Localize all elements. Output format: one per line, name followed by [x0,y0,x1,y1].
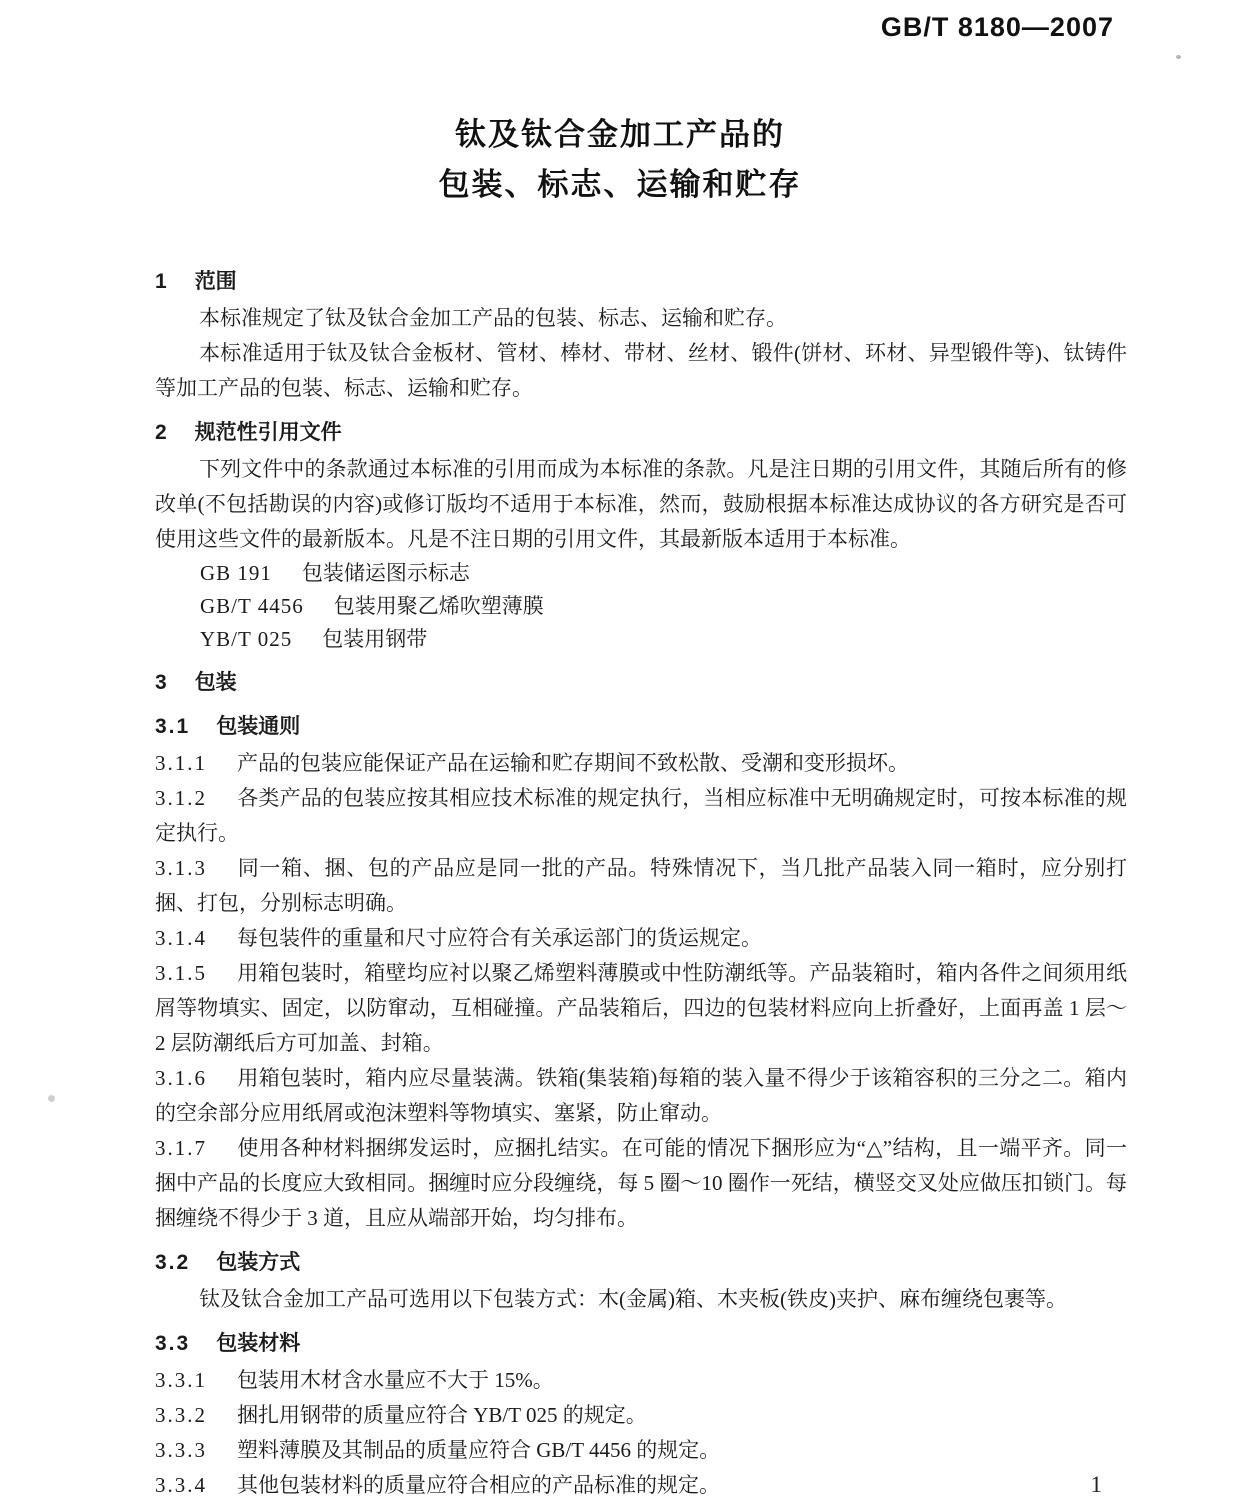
clause-number: 3.1.6 [155,1066,207,1090]
reference-item [155,623,1127,656]
section-2-title: 规范性引用文件 [194,421,342,444]
standard-code: GB/T 8180—2007 [880,12,1114,42]
scope-paragraph-1: 本标准规定了钛及钛合金加工产品的包装、标志、运输和贮存。 [199,306,787,330]
section-3-3-title: 包装材料 [216,1332,301,1355]
section-3-2-number: 3.2 [155,1251,191,1274]
scope-paragraph-2: 本标准适用于钛及钛合金板材、管材、棒材、带材、丝材、锻件(饼材、环材、异型锻件等)、钛铸件等加工产品的包装、标志、运输和贮存。 [155,341,1127,400]
clause-number: 3.1.5 [155,961,207,985]
clause-number: 3.1.2 [155,786,207,810]
clause-3-1-2 [155,781,1127,851]
clause-3-3-4 [155,1468,1127,1503]
section-3-3-heading [155,1326,1127,1361]
section-3-1-number: 3.1 [155,715,191,738]
clause-3-1-6 [155,1061,1127,1131]
section-2-number: 2 [155,421,169,444]
section-3-2-heading [155,1245,1127,1280]
section-3-number: 3 [155,671,169,694]
section-1-number: 1 [155,270,169,293]
clause-number: 3.3.2 [155,1403,207,1427]
section-3-1-heading [155,709,1127,744]
document-body [155,264,1127,1503]
page-number: 1 [1090,1472,1102,1497]
clause-number: 3.3.1 [155,1368,207,1392]
section-1-title: 范围 [194,270,237,293]
title-line-1: 钛及钛合金加工产品的 [455,117,785,152]
clause-text: 其他包装材料的质量应符合相应的产品标准的规定。 [237,1473,720,1497]
clause-text: 塑料薄膜及其制品的质量应符合 GB/T 4456 的规定。 [237,1438,721,1462]
reference-code: GB/T 4456 [200,594,304,618]
clause-3-1-4 [155,921,1127,956]
reference-title: 包装储运图示标志 [301,561,470,585]
section-3-heading [155,665,1127,700]
clause-text: 产品的包装应能保证产品在运输和贮存期间不致松散、受潮和变形损坏。 [237,751,909,775]
scan-speck [1176,55,1181,59]
clause-3-3-3 [155,1433,1127,1468]
reference-code: YB/T 025 [200,627,293,651]
clause-number: 3.1.3 [155,856,207,880]
clause-number: 3.3.4 [155,1473,207,1497]
title-line-2: 包装、标志、运输和贮存 [438,167,802,202]
clause-text: 用箱包装时，箱壁均应衬以聚乙烯塑料薄膜或中性防潮纸等。产品装箱时，箱内各件之间须用纸屑等物填实、固定，以防窜动，互相碰撞。产品装箱后，四边的包装材料应向上折叠好，上面再盖 1 层～2 层防潮纸后方可加盖、封箱。 [155,961,1127,1055]
section-2-heading [155,415,1127,450]
references-intro-paragraph: 下列文件中的条款通过本标准的引用而成为本标准的条款。凡是注日期的引用文件，其随后所有的修改单(不包括勘误的内容)或修订版均不适用于本标准，然而，鼓励根据本标准达成协议的各方研究是否可使用这些文件的最新版本。凡是不注日期的引用文件，其最新版本适用于本标准。 [155,457,1127,551]
clause-3-1-5 [155,956,1127,1061]
section-3-title: 包装 [194,671,237,694]
section-3-3-number: 3.3 [155,1332,191,1355]
section-3-2-title: 包装方式 [216,1251,301,1274]
clause-3-1-1 [155,746,1127,781]
reference-item [155,557,1127,590]
reference-code: GB 191 [200,561,272,585]
section-3-1-title: 包装通则 [216,715,301,738]
reference-title: 包装用聚乙烯吹塑薄膜 [333,594,544,618]
clause-number: 3.1.4 [155,926,207,950]
section-1-heading [155,264,1127,299]
clause-3-1-7 [155,1131,1127,1236]
clause-number: 3.3.3 [155,1438,207,1462]
clause-3-3-1 [155,1363,1127,1398]
scan-speck [48,1095,55,1102]
clause-text: 各类产品的包装应按其相应技术标准的规定执行，当相应标准中无明确规定时，可按本标准的规定执行。 [155,786,1127,845]
clause-text: 使用各种材料捆绑发运时，应捆扎结实。在可能的情况下捆形应为“△”结构，且一端平齐。同一捆中产品的长度应大致相同。捆缠时应分段缠绕，每 5 圈～10 圈作一死结，横竖交叉处应做压扣锁门。每捆缠绕不得少于 3 道，且应从端部开始，均匀排布。 [155,1136,1127,1230]
clause-3-1-3 [155,851,1127,921]
clause-text: 用箱包装时，箱内应尽量装满。铁箱(集装箱)每箱的装入量不得少于该箱容积的三分之二。箱内的空余部分应用纸屑或泡沫塑料等物填实、塞紧，防止窜动。 [155,1066,1127,1125]
clause-text: 捆扎用钢带的质量应符合 YB/T 025 的规定。 [237,1403,647,1427]
clause-text: 同一箱、捆、包的产品应是同一批的产品。特殊情况下，当几批产品装入同一箱时，应分别打捆、打包，分别标志明确。 [155,856,1127,915]
clause-number: 3.1.7 [155,1136,207,1160]
clause-number: 3.1.1 [155,751,207,775]
clause-text: 每包装件的重量和尺寸应符合有关承运部门的货运规定。 [237,926,762,950]
clause-text: 包装用木材含水量应不大于 15%。 [237,1368,554,1392]
reference-item [155,590,1127,623]
packaging-methods-paragraph: 钛及钛合金加工产品可选用以下包装方式：木(金属)箱、木夹板(铁皮)夹护、麻布缠绕包裹等。 [199,1287,1067,1311]
clause-3-3-2 [155,1398,1127,1433]
reference-title: 包装用钢带 [322,627,428,651]
